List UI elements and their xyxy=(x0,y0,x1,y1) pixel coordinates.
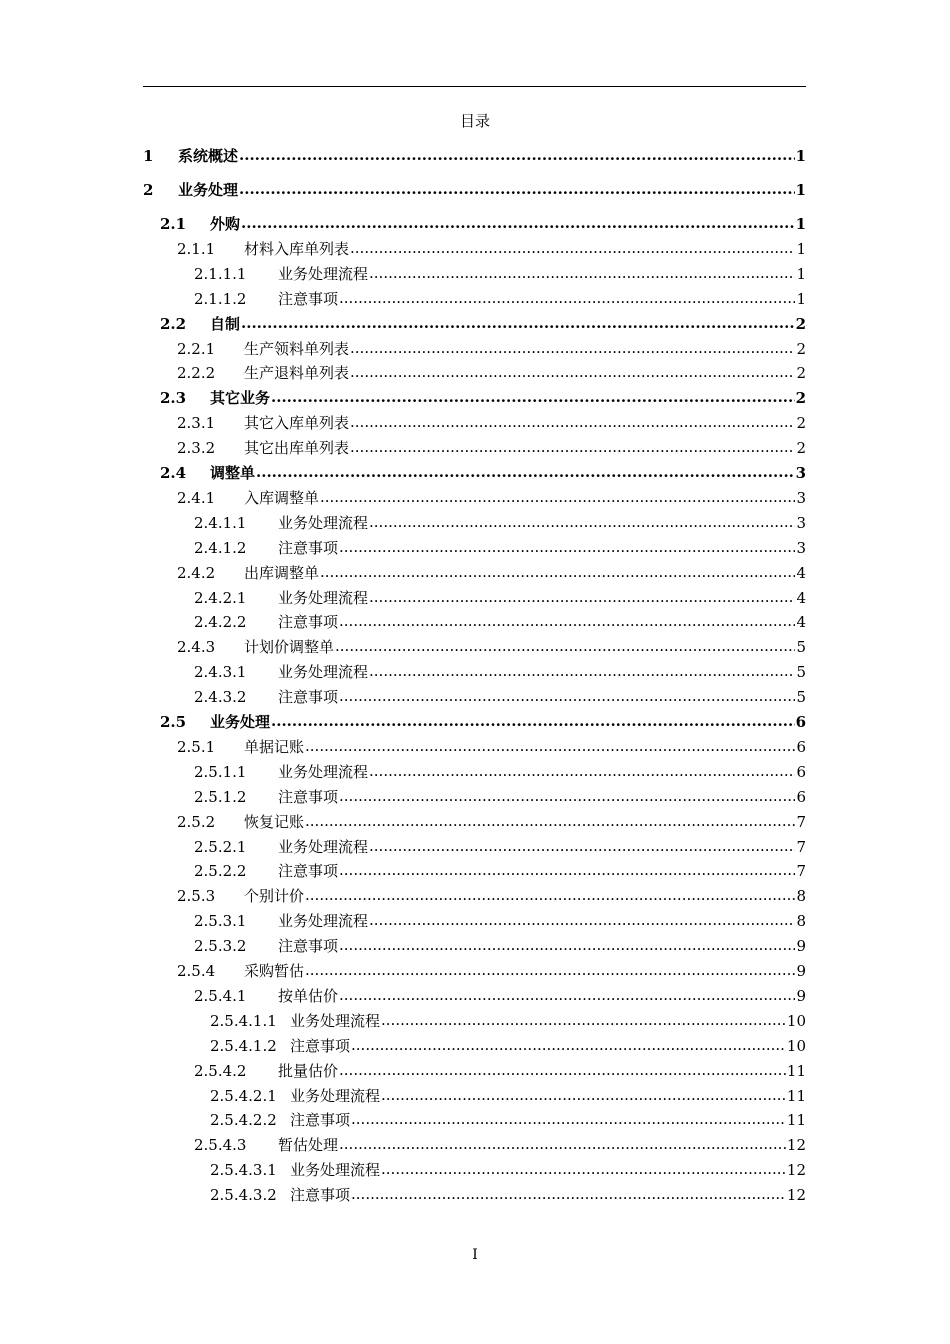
toc-entry-page: 3 xyxy=(795,464,806,482)
toc-dot-leader xyxy=(369,912,795,930)
toc-entry-number: 2.5.3 xyxy=(177,887,216,906)
toc-entry-page: 6 xyxy=(796,787,806,806)
toc-entry-title: 业务处理流程 xyxy=(290,1161,381,1180)
toc-entry-title: 出库调整单 xyxy=(244,563,320,582)
toc-entry[interactable] xyxy=(143,457,806,482)
toc-dot-leader xyxy=(256,464,795,482)
toc-entry-page: 10 xyxy=(786,1036,806,1055)
toc-entry-page: 2 xyxy=(796,339,806,358)
toc-entry[interactable] xyxy=(143,432,806,457)
toc-dot-leader xyxy=(351,1037,786,1055)
toc-entry-page: 5 xyxy=(796,688,806,707)
toc-entry-title: 计划价调整单 xyxy=(244,638,335,657)
toc-entry-title: 材料入库单列表 xyxy=(244,239,350,258)
toc-entry-title: 其它出库单列表 xyxy=(244,439,350,458)
toc-entry-number: 2.4.2.2 xyxy=(194,613,247,632)
toc-dot-leader xyxy=(369,663,795,681)
toc-entry[interactable] xyxy=(143,482,806,507)
toc-entry-page: 8 xyxy=(796,912,806,931)
toc-entry-title: 其它入库单列表 xyxy=(244,414,350,433)
toc-entry[interactable] xyxy=(143,756,806,781)
toc-entry-title: 业务处理流程 xyxy=(278,513,369,532)
toc-entry-page: 9 xyxy=(796,962,806,980)
toc-entry-title: 注意事项 xyxy=(278,289,339,308)
toc-entry-number: 2.3.1 xyxy=(177,414,216,433)
toc-dot-leader xyxy=(305,962,795,980)
toc-entry-number: 2.5.1 xyxy=(177,737,216,756)
toc-entry-number: 2.5.4.2 xyxy=(194,1061,247,1080)
toc-entry-number: 2.5.4.1.2 xyxy=(210,1036,277,1055)
toc-entry-title: 暂估处理 xyxy=(278,1136,339,1155)
toc-entry-number: 2.5.1.2 xyxy=(194,787,247,806)
toc-entry[interactable] xyxy=(143,656,806,681)
toc-entry[interactable] xyxy=(143,1005,806,1030)
toc-entry[interactable] xyxy=(143,831,806,856)
toc-entry-number: 2.1.1 xyxy=(177,239,216,258)
toc-dot-leader xyxy=(320,489,795,507)
toc-entry-page: 7 xyxy=(796,812,806,831)
toc-entry[interactable] xyxy=(143,1104,806,1129)
toc-entry-page: 2 xyxy=(796,414,806,433)
toc-entry-page: 10 xyxy=(786,1011,806,1030)
toc-entry[interactable] xyxy=(143,781,806,806)
toc-entry-page: 5 xyxy=(796,638,806,657)
toc-entry[interactable] xyxy=(143,233,806,258)
toc-dot-leader xyxy=(339,290,795,308)
toc-entry-number: 2.4.1.2 xyxy=(194,538,247,557)
toc-entry-page: 3 xyxy=(796,488,806,507)
toc-dot-leader xyxy=(241,215,795,233)
toc-entry-title: 生产领料单列表 xyxy=(244,339,350,358)
toc-entry-title: 其它业务 xyxy=(210,389,271,408)
toc-entry[interactable] xyxy=(143,507,806,532)
toc-entry-number: 2.3.2 xyxy=(177,439,216,458)
toc-entry[interactable] xyxy=(143,308,806,333)
toc-entry-page: 4 xyxy=(796,588,806,607)
toc-dot-leader xyxy=(271,389,795,407)
toc-entry-title: 注意事项 xyxy=(278,787,339,806)
toc-entry-number: 2.4.3.1 xyxy=(194,663,247,682)
toc-entry-page: 4 xyxy=(796,563,806,582)
toc-entry-number: 2.3 xyxy=(160,389,187,408)
toc-entry-number: 2.4.2 xyxy=(177,563,216,582)
toc-entry-title: 业务处理流程 xyxy=(278,264,369,283)
toc-entry-number: 2.2.2 xyxy=(177,364,216,383)
toc-entry-title: 调整单 xyxy=(210,464,256,482)
toc-title: 目录 xyxy=(459,112,490,130)
toc-entry[interactable] xyxy=(143,955,806,980)
toc-entry-title: 注意事项 xyxy=(278,862,339,881)
toc-entry-number: 2.5.4.1 xyxy=(194,986,247,1005)
toc-entry-title: 批量估价 xyxy=(278,1061,339,1080)
toc-entry[interactable] xyxy=(143,283,806,308)
toc-entry[interactable] xyxy=(143,806,806,831)
toc-entry-page: 6 xyxy=(795,713,806,731)
toc-dot-leader xyxy=(350,364,795,382)
toc-entry-number: 2.5.3.1 xyxy=(194,912,247,931)
toc-entry-title: 业务处理流程 xyxy=(278,588,369,607)
toc-entry-title: 业务处理流程 xyxy=(290,1011,381,1030)
toc-entry-number: 2 xyxy=(143,181,154,199)
toc-entry-number: 2.4 xyxy=(160,464,187,482)
toc-dot-leader xyxy=(339,613,795,631)
toc-entry-number: 2.4.1 xyxy=(177,488,216,507)
toc-entry-title: 系统概述 xyxy=(178,147,239,165)
toc-entry-number: 2.4.1.1 xyxy=(194,513,247,532)
toc-entry-number: 2.5.4.1.1 xyxy=(210,1011,277,1030)
toc-dot-leader xyxy=(350,340,795,358)
toc-entry[interactable] xyxy=(143,140,806,165)
toc-entry-number: 2.5.4.2.2 xyxy=(210,1111,277,1130)
toc-entry-number: 2.1.1.1 xyxy=(194,264,247,283)
toc-dot-leader xyxy=(339,862,795,880)
toc-entry[interactable] xyxy=(143,1055,806,1080)
header-rule xyxy=(143,86,806,87)
toc-entry[interactable] xyxy=(143,706,806,731)
toc-entry[interactable] xyxy=(143,1030,806,1055)
toc-entry-page: 8 xyxy=(796,887,806,906)
toc-dot-leader xyxy=(339,1136,786,1154)
toc-entry[interactable] xyxy=(143,681,806,706)
toc-entry-title: 入库调整单 xyxy=(244,488,320,507)
toc-entry-page: 3 xyxy=(796,513,806,532)
toc-dot-leader xyxy=(339,937,795,955)
toc-entry-page: 11 xyxy=(786,1086,806,1105)
toc-entry-title: 业务处理流程 xyxy=(278,762,369,781)
toc-dot-leader xyxy=(351,1111,786,1129)
toc-entry-page: 7 xyxy=(796,837,806,856)
toc-entry[interactable] xyxy=(143,905,806,930)
toc-entry-number: 2.5.4.3 xyxy=(194,1136,247,1155)
toc-entry[interactable] xyxy=(143,333,806,358)
toc-entry-page: 9 xyxy=(796,937,806,956)
toc-entry-page: 2 xyxy=(795,389,806,408)
toc-dot-leader xyxy=(239,181,795,199)
toc-entry[interactable] xyxy=(143,357,806,382)
toc-entry-number: 1 xyxy=(143,147,154,165)
toc-entry-page: 1 xyxy=(795,181,806,199)
toc-dot-leader xyxy=(381,1087,786,1105)
toc-entry-page: 4 xyxy=(796,613,806,632)
toc-dot-leader xyxy=(339,688,795,706)
toc-entry[interactable] xyxy=(143,930,806,955)
toc-entry[interactable] xyxy=(143,880,806,905)
toc-entry[interactable] xyxy=(143,731,806,756)
toc-entry-title: 按单估价 xyxy=(278,986,339,1005)
toc-entry-number: 2.5.2.2 xyxy=(194,862,247,881)
toc-entry-page: 1 xyxy=(795,215,806,233)
toc-entry[interactable] xyxy=(143,606,806,631)
toc-entry-number: 2.4.3 xyxy=(177,638,216,657)
toc-entry-page: 2 xyxy=(796,364,806,383)
toc-entry-number: 2.5.4.2.1 xyxy=(210,1086,277,1105)
toc-entry-page: 6 xyxy=(796,737,806,756)
toc-entry[interactable] xyxy=(143,407,806,432)
toc-dot-leader xyxy=(305,887,795,905)
toc-entry-title: 注意事项 xyxy=(278,937,339,956)
toc-entry-title: 单据记账 xyxy=(244,737,305,756)
toc-entry-number: 2.4.3.2 xyxy=(194,688,247,707)
toc-entry[interactable] xyxy=(143,582,806,607)
toc-dot-leader xyxy=(239,147,795,165)
toc-dot-leader xyxy=(320,564,795,582)
toc-dot-leader xyxy=(381,1161,786,1179)
toc-dot-leader xyxy=(369,265,795,283)
toc-entry-number: 2.5.1.1 xyxy=(194,762,247,781)
toc-entry-title: 恢复记账 xyxy=(244,812,305,831)
toc-entry-title: 业务处理流程 xyxy=(278,912,369,931)
toc-dot-leader xyxy=(350,439,795,457)
toc-dot-leader xyxy=(350,414,795,432)
toc-entry-title: 注意事项 xyxy=(278,538,339,557)
toc-entry-title: 采购暂估 xyxy=(244,962,305,980)
toc-dot-leader xyxy=(339,788,795,806)
toc-entry[interactable] xyxy=(143,174,806,199)
toc-dot-leader xyxy=(369,763,795,781)
toc-entry-page: 12 xyxy=(786,1186,806,1205)
toc-entry-page: 1 xyxy=(795,147,806,165)
toc-entry-page: 3 xyxy=(796,538,806,557)
toc-dot-leader xyxy=(381,1012,786,1030)
toc-entry[interactable] xyxy=(143,382,806,407)
toc-entry[interactable] xyxy=(143,1129,806,1154)
toc-entry[interactable] xyxy=(143,532,806,557)
toc-entry-page: 5 xyxy=(796,663,806,682)
toc-entry-number: 2.1 xyxy=(160,215,187,233)
toc-entry-title: 业务处理流程 xyxy=(278,837,369,856)
toc-dot-leader xyxy=(369,589,795,607)
toc-entry-number: 2.5 xyxy=(160,713,187,731)
toc-entry-page: 2 xyxy=(795,314,806,333)
toc-dot-leader xyxy=(369,838,795,856)
toc-entry-page: 1 xyxy=(796,289,806,308)
toc-entry-page: 7 xyxy=(796,862,806,881)
toc-entry[interactable] xyxy=(143,1154,806,1179)
toc-entry-number: 2.5.2 xyxy=(177,812,216,831)
toc-dot-leader xyxy=(369,514,795,532)
toc-entry-title: 生产退料单列表 xyxy=(244,364,350,383)
toc-entry-page: 1 xyxy=(796,239,806,258)
toc-entry-number: 2.5.4.3.2 xyxy=(210,1186,277,1205)
toc-entry-page: 11 xyxy=(786,1111,806,1130)
toc-entry[interactable] xyxy=(143,208,806,233)
toc-entry-title: 注意事项 xyxy=(290,1111,351,1130)
toc-entry-title: 外购 xyxy=(210,215,241,233)
toc-entry-page: 6 xyxy=(796,762,806,781)
toc-entry-title: 注意事项 xyxy=(290,1036,351,1055)
toc-entry-page: 9 xyxy=(796,986,806,1005)
toc-dot-leader xyxy=(339,1062,786,1080)
toc-dot-leader xyxy=(241,315,795,333)
toc-entry-number: 2.1.1.2 xyxy=(194,289,247,308)
toc-entry[interactable] xyxy=(143,631,806,656)
toc-dot-leader xyxy=(335,638,795,656)
toc-entry-page: 2 xyxy=(796,439,806,458)
toc-entry-title: 注意事项 xyxy=(278,688,339,707)
toc-entry-title: 业务处理 xyxy=(210,713,271,731)
toc-entry[interactable] xyxy=(143,1179,806,1204)
toc-entry-number: 2.5.2.1 xyxy=(194,837,247,856)
toc-entry-title: 自制 xyxy=(210,314,241,333)
toc-entry[interactable] xyxy=(143,258,806,283)
toc-entry-title: 业务处理流程 xyxy=(278,663,369,682)
toc-entry-number: 2.5.4 xyxy=(177,962,216,980)
toc-entry-number: 2.4.2.1 xyxy=(194,588,247,607)
toc-entry[interactable] xyxy=(143,855,806,880)
toc-entry-number: 2.2.1 xyxy=(177,339,216,358)
toc-entry[interactable] xyxy=(143,1080,806,1105)
toc-dot-leader xyxy=(351,1186,786,1204)
toc-dot-leader xyxy=(339,987,795,1005)
toc-entry-page: 11 xyxy=(786,1061,806,1080)
toc-dot-leader xyxy=(271,713,795,731)
toc-entry-title: 业务处理 xyxy=(178,181,239,199)
toc-entry-page: 12 xyxy=(786,1136,806,1155)
toc-dot-leader xyxy=(305,738,795,756)
toc-entry-title: 个别计价 xyxy=(244,887,305,906)
toc-entry-title: 业务处理流程 xyxy=(290,1086,381,1105)
toc-entry-title: 注意事项 xyxy=(278,613,339,632)
toc-dot-leader xyxy=(350,240,795,258)
page-number: I xyxy=(472,1247,478,1263)
toc-entry[interactable] xyxy=(143,980,806,1005)
toc-entry-title: 注意事项 xyxy=(290,1186,351,1205)
toc-entry[interactable] xyxy=(143,557,806,582)
toc-entry-number: 2.5.3.2 xyxy=(194,937,247,956)
toc-dot-leader xyxy=(305,813,795,831)
toc-entry-number: 2.2 xyxy=(160,314,187,333)
toc-entry-number: 2.5.4.3.1 xyxy=(210,1161,277,1180)
toc-entry-page: 12 xyxy=(786,1161,806,1180)
toc-entry-page: 1 xyxy=(796,264,806,283)
toc-dot-leader xyxy=(339,539,795,557)
